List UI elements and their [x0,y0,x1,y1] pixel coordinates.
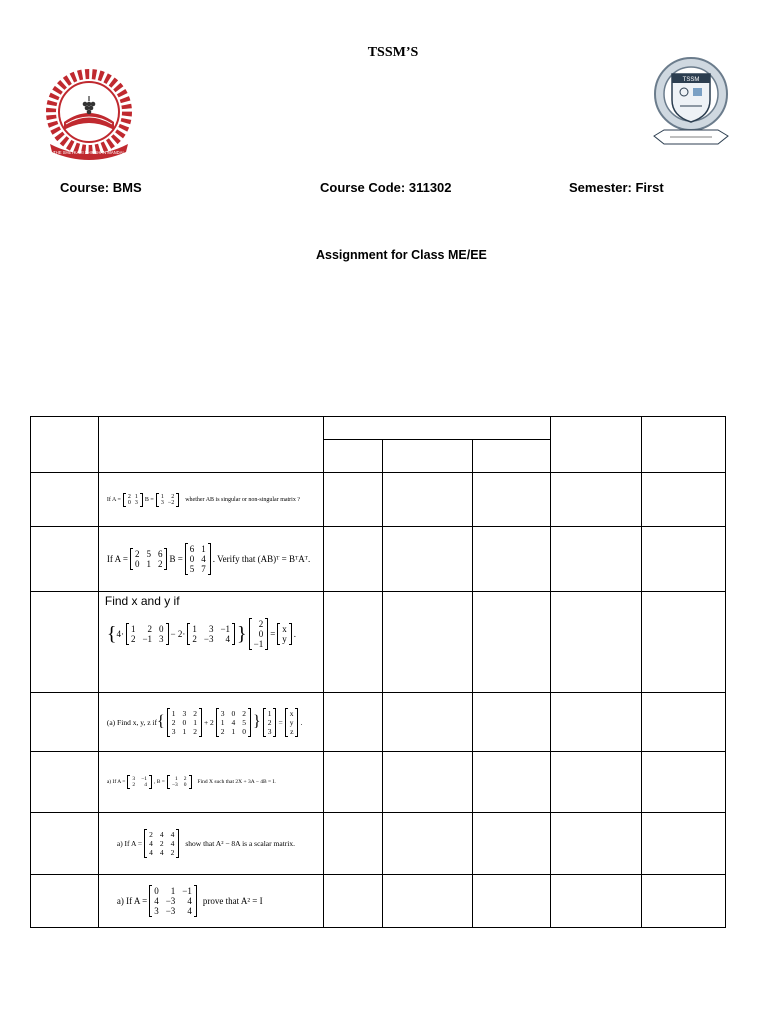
matrix-entry: −1 [182,886,192,896]
matrix-entry: 2 [157,559,163,569]
matrix-entry: 1 [171,708,176,718]
matrix-entry: 3 [220,708,225,718]
matrix-cells [133,548,165,570]
svg-text:TSSM: TSSM [682,77,700,83]
question-row [31,875,726,928]
matrix-entry: 0 [242,726,247,736]
matrix-cells [170,775,189,789]
matrix-entry: 2 [130,634,136,644]
matrix-bracket-right [149,775,152,789]
matrix-entry: −1 [220,624,231,634]
matrix-entry: 2 [134,549,140,559]
matrix-entry: 1 [182,726,187,736]
assignment-table [30,416,726,928]
matrix-entry: −3 [165,896,176,906]
matrix-entry: 3 [159,634,164,644]
matrix-entry: 0 [258,629,264,639]
matrix-entry: y [282,634,287,644]
matrix-entry: 3 [182,708,187,718]
matrix [277,623,292,645]
matrix-cells [152,885,194,917]
question-cell [98,693,323,752]
matrix-cells [252,618,266,650]
matrix-cells [147,829,176,858]
institute-name: TSSM’S [367,45,419,60]
matrix-cells [280,623,289,645]
matrix-bracket-right [140,493,143,507]
matrix-entry: 6 [189,544,195,554]
matrix-entry: 2 [192,634,197,644]
matrix-entry: 2 [170,848,175,857]
matrix-entry: 5 [146,549,151,559]
question-row [31,813,726,875]
matrix-bracket-right [289,623,292,645]
matrix-bracket-right [164,548,167,570]
matrix-entry: 4 [159,830,164,839]
matrix-bracket-right [176,493,179,507]
matrix-entry: 1 [160,493,164,500]
assignment-title: Assignment for Class ME/EE [316,248,487,262]
question-cell [98,592,323,693]
matrix-entry: 1 [220,717,225,727]
header-subcell-3 [472,440,551,473]
matrix-entry: 1 [192,624,197,634]
course-label: Course: BMS [60,180,142,195]
matrix-entry: 0 [183,782,187,788]
question-row [31,473,726,527]
matrix-entry: 0 [182,717,187,727]
matrix-entry: −1 [141,776,147,782]
matrix [126,623,169,645]
matrix-entry: 2 [258,619,264,629]
matrix-bracket-right [273,708,276,737]
matrix-entry: 1 [146,559,151,569]
header-cell-sr [31,417,99,473]
matrix-entry: −1 [142,634,153,644]
matrix-entry: 1 [193,717,197,727]
matrix-entry: 2 [183,776,187,782]
matrix-entry: 4 [144,782,147,788]
matrix-cells [159,493,176,507]
matrix-entry: 2 [220,726,225,736]
matrix-entry: −1 [253,639,264,649]
matrix-entry: x [282,624,287,634]
matrix-entry: 5 [189,564,195,574]
matrix-entry: 0 [231,708,236,718]
matrix-entry: 3 [208,624,214,634]
matrix-entry: 7 [201,564,206,574]
matrix-entry: 4 [187,896,192,906]
matrix-entry: 4 [149,848,153,857]
matrix-entry: 1 [175,776,178,782]
matrix-entry: 0 [127,499,131,506]
question-3-heading: Find x and y if [104,594,180,608]
matrix [216,708,251,737]
matrix-bracket-right [265,618,268,650]
right-college-logo [650,52,732,156]
header-cell-question [98,417,323,473]
matrix [123,493,143,507]
header-subcell-2 [382,440,472,473]
matrix-entry: 2 [171,493,175,500]
matrix-entry: 3 [160,499,164,506]
matrix [127,775,152,789]
matrix-entry: 1 [130,624,136,634]
matrix-entry: 3 [132,776,136,782]
question-row [31,592,726,693]
matrix-entry: −3 [171,782,178,788]
matrix-entry: 4 [170,830,175,839]
matrix-bracket-right [176,829,179,858]
matrix-entry: 3 [267,726,272,736]
matrix-cells [170,708,199,737]
matrix-entry: 1 [201,544,206,554]
matrix-bracket-right [199,708,202,737]
matrix [156,493,179,507]
matrix-entry: 4 [154,896,159,906]
header-cell-group [323,417,551,440]
matrix [285,708,299,737]
matrix-bracket-right [189,775,192,789]
question-4: (a) Find x, y, z if { 1 3 2 2 0 1 3 1 2 + 2 3 0 2 1 4 5 2 1 0 } 1 2 3 = x y z . [106,708,303,736]
matrix-entry: y [289,717,294,727]
question-cell [98,473,323,527]
matrix-cells [219,708,248,737]
matrix-entry: 3 [134,499,138,506]
header-cell-b [642,417,726,473]
matrix-entry: 2 [242,708,247,718]
matrix-entry: 1 [267,708,272,718]
left-institute-logo [42,64,136,164]
header-subcell-1 [323,440,382,473]
matrix-entry: 2 [171,717,176,727]
matrix-entry: 4 [170,839,175,848]
matrix-entry: 2 [267,717,272,727]
matrix-cells [130,775,149,789]
question-5: a) If A = 3 −1 2 4 , B = 1 2 −3 0 Find X such that 2X + 3A − 4B = I. [106,776,276,788]
matrix-entry: 4 [225,634,231,644]
matrix-entry: 1 [134,493,138,500]
matrix-entry: 6 [157,549,163,559]
matrix-entry: 2 [132,782,136,788]
matrix-cells [288,708,296,737]
svg-text:THE SHETKARI SHIKSHAN MANDAL: THE SHETKARI SHIKSHAN MANDAL [53,150,125,155]
matrix-cells [266,708,274,737]
matrix [263,708,277,737]
matrix-cells [188,543,208,575]
matrix-bracket-right [166,623,169,645]
matrix-entry: 4 [231,717,236,727]
matrix [185,543,211,575]
matrix-entry: 4 [187,906,192,916]
matrix-entry: x [289,708,294,718]
course-info-row [0,180,768,200]
matrix-entry: 3 [171,726,176,736]
course-code-label: Course Code: 311302 [320,180,452,195]
matrix-entry: 5 [242,717,247,727]
question-cell [98,527,323,592]
matrix-cells [126,493,140,507]
question-row [31,527,726,592]
header-cell-a [551,417,642,473]
matrix-bracket-right [232,623,235,645]
question-2: If A = 2 5 6 0 1 2 B = 6 1 0 4 5 7 . Verify that (AB)ᵀ = BᵀAᵀ. [106,544,311,574]
matrix-entry: 1 [170,886,176,896]
question-cell [98,752,323,813]
matrix-entry: 0 [159,624,164,634]
matrix-entry: −3 [203,634,214,644]
question-7: a) If A = 0 1 −1 4 −3 4 3 −3 4 prove that A² = I [116,886,263,916]
matrix [149,885,197,917]
question-cell [98,813,323,875]
matrix [130,548,168,570]
question-cell [98,875,323,928]
matrix-entry: 4 [201,554,206,564]
matrix [167,708,202,737]
matrix-bracket-right [248,708,251,737]
matrix-entry: −3 [165,906,176,916]
matrix-entry: z [290,726,294,736]
matrix-cells [190,623,232,645]
matrix-entry: 4 [159,848,164,857]
question-1: If A = 2 1 0 3 B = 1 2 3 −2 whether AB is singular or non-singular matrix ? [106,493,301,506]
question-row [31,693,726,752]
matrix-entry: 2 [159,839,164,848]
question-3: { 4· 1 2 0 2 −1 3 − 2· 1 3 −1 2 −3 4 } 2 0 −1 = x y . [106,619,297,649]
matrix-cells [129,623,166,645]
matrix-bracket-right [295,708,298,737]
matrix-bracket-right [194,885,197,917]
matrix-entry: 0 [134,559,140,569]
matrix-entry: 2 [149,830,153,839]
question-6: a) If A = 2 4 4 4 2 4 4 4 2 show that A² − 8A is a scalar matrix. [116,830,295,857]
matrix-entry: 3 [154,906,159,916]
matrix-entry: 2 [193,708,197,718]
matrix-bracket-right [208,543,211,575]
matrix-entry: 0 [189,554,195,564]
matrix-entry: 2 [193,726,197,736]
matrix [249,618,269,650]
matrix [187,623,235,645]
matrix-entry: 0 [154,886,159,896]
matrix [167,775,192,789]
matrix-entry: −2 [167,499,175,506]
matrix-entry: 1 [231,726,236,736]
matrix-entry: 2 [147,624,153,634]
header-row-top [31,417,726,440]
matrix-entry: 2 [127,493,131,500]
matrix [144,829,179,858]
matrix-entry: 4 [149,839,153,848]
question-row [31,752,726,813]
semester-label: Semester: First [569,180,664,195]
